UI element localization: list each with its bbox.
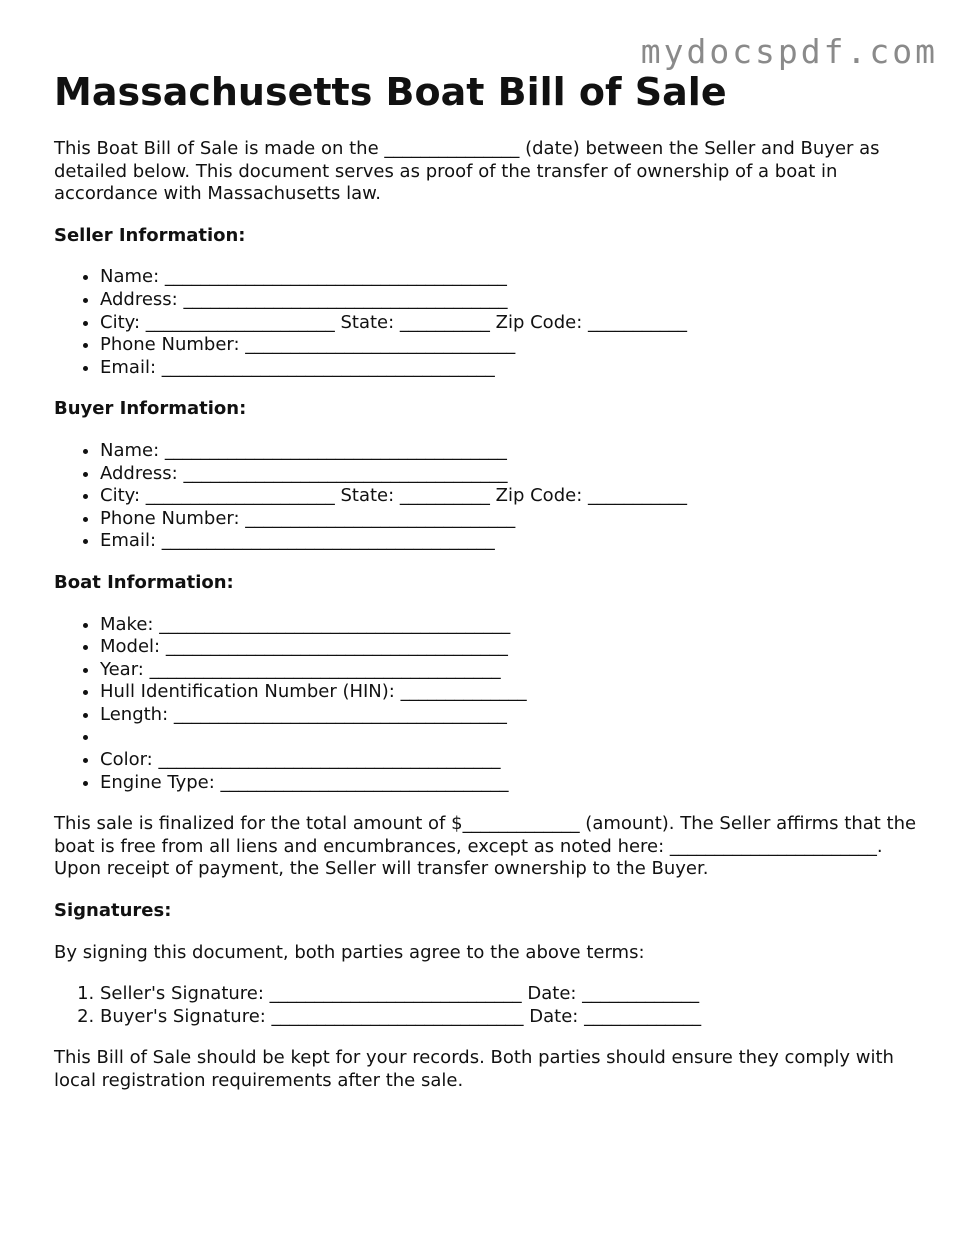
- seller-name-field: • Name: ______________________________________: [100, 266, 924, 289]
- boat-empty-item: [100, 726, 924, 749]
- buyer-name-field: • Name: ______________________________________: [100, 440, 924, 463]
- buyer-city-state-zip-field: • City: _____________________ State: __________ Zip Code: ___________: [100, 485, 924, 508]
- seller-heading: Seller Information:: [54, 224, 246, 246]
- signatures-intro: By signing this document, both parties agree to the above terms:: [54, 941, 645, 963]
- buyer-address-field: • Address: ____________________________________: [100, 463, 924, 486]
- signatures-heading: Signatures:: [54, 900, 172, 922]
- boat-color-field: • Color: ______________________________________: [100, 749, 924, 772]
- page-title: Massachusetts Boat Bill of Sale: [54, 70, 727, 114]
- seller-signature-line: 1. Seller's Signature: ____________________________ Date: _____________: [100, 983, 924, 1006]
- buyer-list: [54, 440, 924, 553]
- seller-phone-field: • Phone Number: ______________________________: [100, 334, 924, 357]
- seller-city-state-zip-field: • City: _____________________ State: __________ Zip Code: ___________: [100, 312, 924, 335]
- boat-year-field: • Year: _______________________________________: [100, 659, 924, 682]
- boat-make-field: • Make: _______________________________________: [100, 614, 924, 637]
- intro-paragraph: This Boat Bill of Sale is made on the _______________ (date) between the Seller and Buyer as detailed below. This document serves as proof of the transfer of ownership of a boat in accordance with Massachusetts law.: [54, 138, 880, 205]
- boat-heading: Boat Information:: [54, 571, 234, 593]
- buyer-signature-line: 2. Buyer's Signature: ____________________________ Date: _____________: [100, 1006, 924, 1029]
- buyer-email-field: • Email: _____________________________________: [100, 530, 924, 553]
- signatures-list: [54, 983, 924, 1028]
- seller-list: [54, 266, 924, 379]
- document-body: [54, 66, 924, 1093]
- closing-paragraph: This Bill of Sale should be kept for your records. Both parties should ensure they comply with local registration requirements after the sale.: [54, 1047, 894, 1091]
- boat-length-field: • Length: _____________________________________: [100, 704, 924, 727]
- boat-model-field: • Model: ______________________________________: [100, 636, 924, 659]
- seller-address-field: • Address: ____________________________________: [100, 289, 924, 312]
- boat-engine-type-field: • Engine Type: ________________________________: [100, 772, 924, 795]
- boat-hin-field: • Hull Identification Number (HIN): ______________: [100, 681, 924, 704]
- buyer-phone-field: • Phone Number: ______________________________: [100, 508, 924, 531]
- boat-list: [54, 614, 924, 795]
- watermark: mydocspdf.com: [640, 32, 938, 71]
- sale-paragraph: This sale is finalized for the total amount of $_____________ (amount). The Seller affirms that the boat is free from all liens and encumbrances, except as noted here: _______________________. Upon receipt of payment, the Seller will transfer ownership to the Buyer.: [54, 813, 917, 880]
- buyer-heading: Buyer Information:: [54, 398, 247, 420]
- seller-email-field: • Email: _____________________________________: [100, 357, 924, 380]
